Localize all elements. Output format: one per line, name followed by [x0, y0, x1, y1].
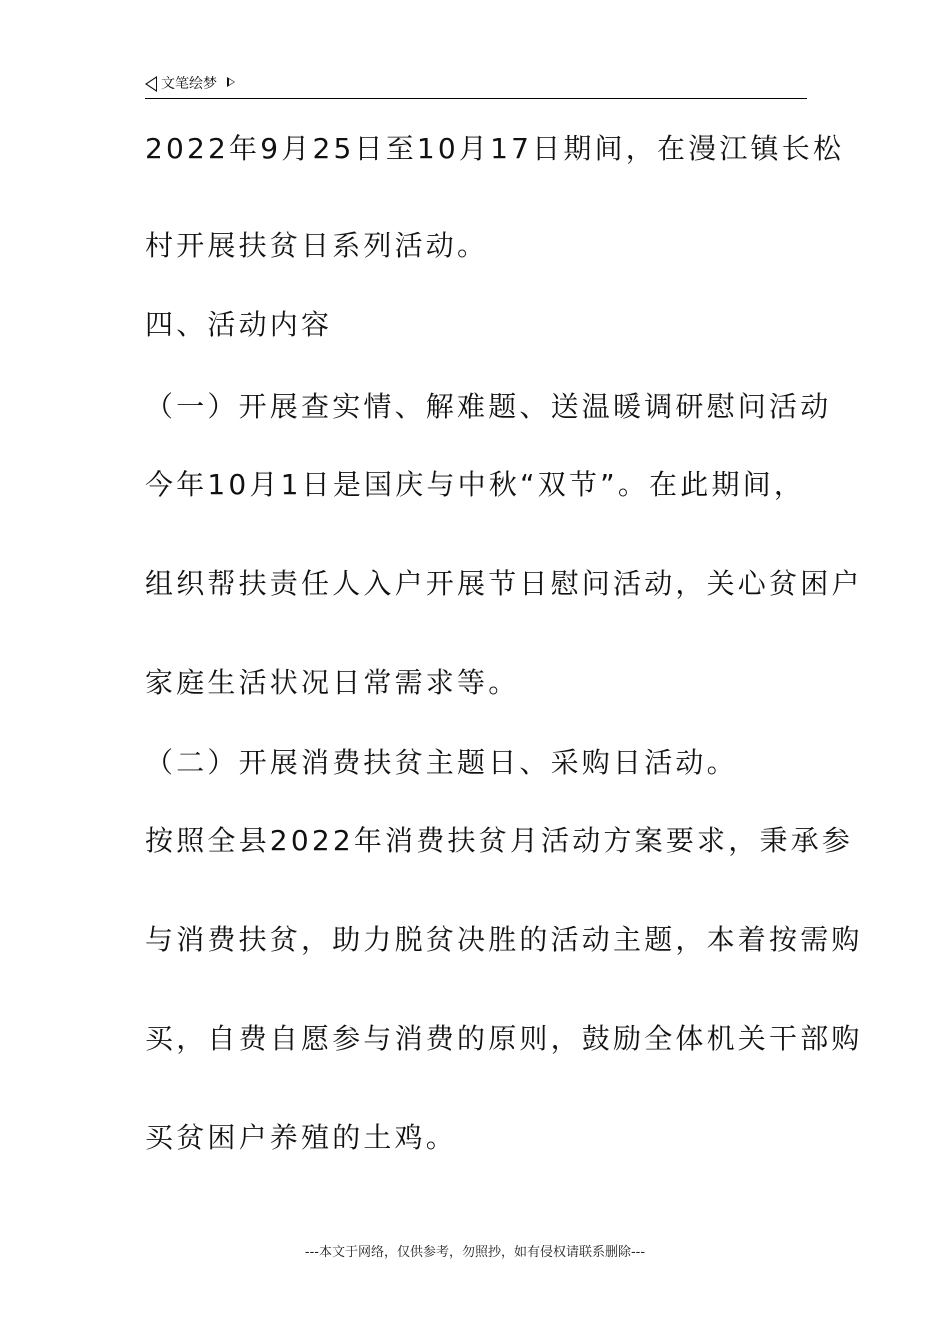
body-line: 家庭生活状况日常需求等。 — [145, 666, 520, 699]
header-title: 文笔绘梦 — [161, 76, 217, 92]
subsection-heading: （二）开展消费扶贫主题日、采购日活动。 — [145, 746, 738, 779]
body-line: 买，自费自愿参与消费的原则，鼓励全体机关干部购 — [145, 1022, 863, 1055]
body-line: 村开展扶贫日系列活动。 — [145, 229, 489, 262]
body-line: 组织帮扶责任人入户开展节日慰问活动，关心贫困户 — [145, 567, 863, 600]
body-line: 2022年9月25日至10月17日期间，在漫江镇长松 — [145, 132, 845, 165]
header-title-group — [145, 74, 235, 94]
triangle-right-icon — [227, 77, 235, 87]
body-line: 与消费扶贫，助力脱贫决胜的活动主题，本着按需购 — [145, 923, 863, 956]
page-header — [145, 74, 807, 99]
footer-notice: ---本文于网络，仅供参考，勿照抄，如有侵权请联系删除--- — [304, 1245, 646, 1260]
body-line: 买贫困户养殖的土鸡。 — [145, 1121, 458, 1154]
triangle-left-icon — [145, 76, 157, 92]
body-line: 今年10月1日是国庆与中秋“双节”。在此期间， — [145, 468, 806, 501]
section-heading: 四、活动内容 — [145, 308, 333, 341]
body-line: 按照全县2022年消费扶贫月活动方案要求，秉承参 — [145, 824, 854, 857]
subsection-heading: （一）开展查实情、解难题、送温暖调研慰问活动 — [145, 390, 832, 423]
